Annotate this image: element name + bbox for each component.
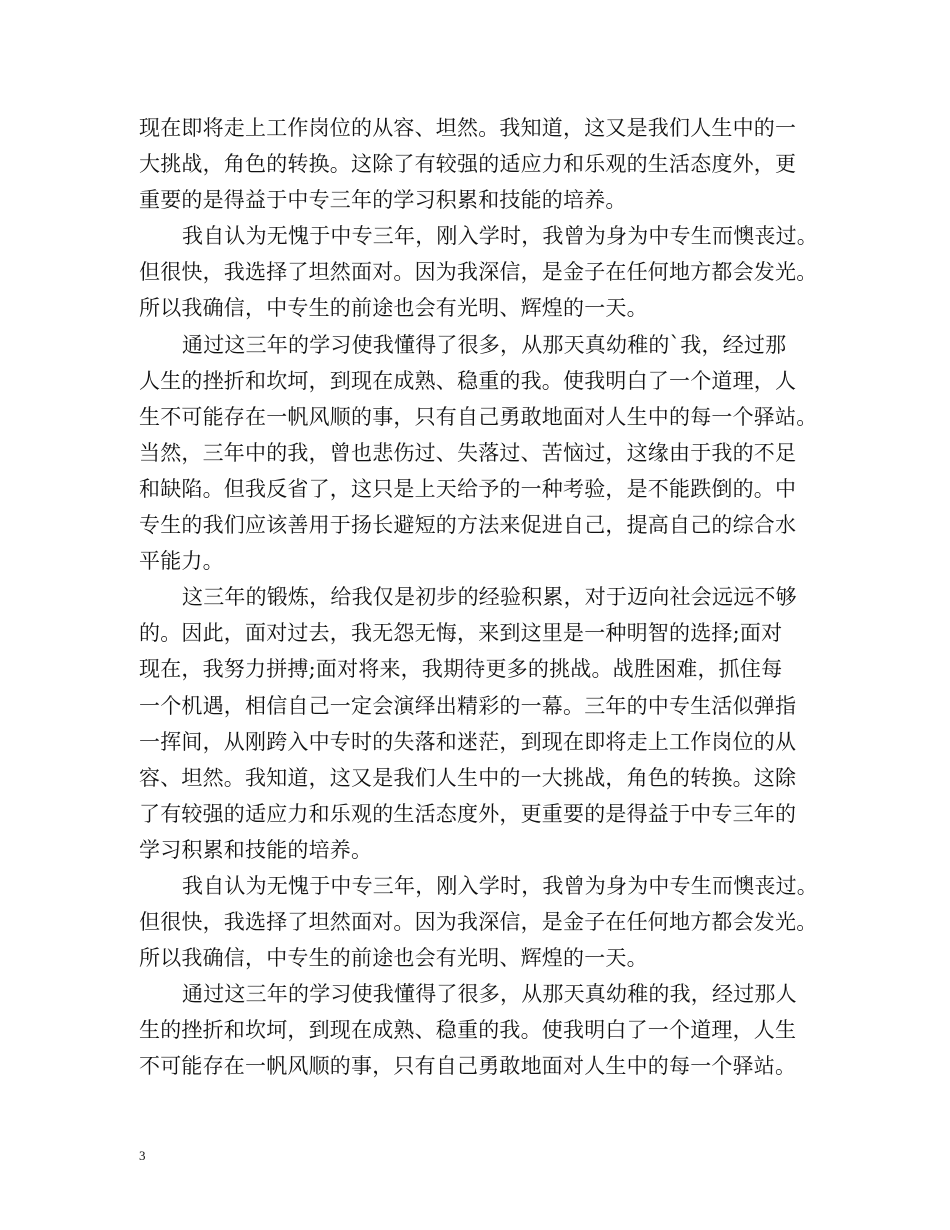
text-line-20: 了有较强的适应力和乐观的生活态度外，更重要的是得益于中专三年的 [139,801,797,826]
text-line-16: 现在，我努力拼搏;面对将来，我期待更多的挑战。战胜困难，抓住每 [139,657,783,682]
text-line-8: 人生的挫折和坎坷，到现在成熟、稳重的我。使我明白了一个道理，人 [139,368,797,393]
text-line-14: 这三年的锻炼，给我仅是初步的经验积累，对于迈向社会远远不够 [182,585,797,610]
body-text [139,110,818,1085]
text-line-19: 容、坦然。我知道，这又是我们人生中的一大挑战，角色的转换。这除 [139,765,797,790]
text-line-27: 不可能存在一帆风顺的事，只有自己勇敢地面对人生中的每一个驿站。 [139,1054,797,1079]
text-line-5: 但很快，我选择了坦然面对。因为我深信，是金子在任何地方都会发光。 [139,260,818,285]
text-line-2: 大挑战，角色的转换。这除了有较强的适应力和乐观的生活态度外，更 [139,152,797,177]
text-line-18: 一挥间，从刚跨入中专时的失落和迷茫，到现在即将走上工作岗位的从 [139,729,797,754]
text-line-17: 一个机遇，相信自己一定会演绎出精彩的一幕。三年的中专生活似弹指 [139,693,797,718]
text-line-6: 所以我确信，中专生的前途也会有光明、辉煌的一天。 [139,296,648,321]
text-line-7: 通过这三年的学习使我懂得了很多，从那天真幼稚的`我，经过那 [182,332,787,357]
page-number: 3 [139,1148,146,1163]
text-line-9: 生不可能存在一帆风顺的事，只有自己勇敢地面对人生中的每一个驿站。 [139,404,818,429]
text-line-13: 平能力。 [139,549,224,574]
text-line-21: 学习积累和技能的培养。 [139,837,373,862]
text-line-22: 我自认为无愧于中专三年，刚入学时，我曾为身为中专生而懊丧过。 [182,873,818,898]
text-line-26: 生的挫折和坎坷，到现在成熟、稳重的我。使我明白了一个道理，人生 [139,1018,797,1043]
text-line-11: 和缺陷。但我反省了，这只是上天给予的一种考验，是不能跌倒的。中 [139,476,797,501]
text-line-10: 当然，三年中的我，曾也悲伤过、失落过、苦恼过，这缘由于我的不足 [139,440,797,465]
text-line-4: 我自认为无愧于中专三年，刚入学时，我曾为身为中专生而懊丧过。 [182,224,818,249]
text-line-15: 的。因此，面对过去，我无怨无悔，来到这里是一种明智的选择;面对 [139,621,783,646]
text-line-24: 所以我确信，中专生的前途也会有光明、辉煌的一天。 [139,946,648,971]
text-line-3: 重要的是得益于中专三年的学习积累和技能的培养。 [139,188,627,213]
text-line-25: 通过这三年的学习使我懂得了很多，从那天真幼稚的我，经过那人 [182,982,797,1007]
text-line-1: 现在即将走上工作岗位的从容、坦然。我知道，这又是我们人生中的一 [139,116,797,140]
text-line-23: 但很快，我选择了坦然面对。因为我深信，是金子在任何地方都会发光。 [139,910,818,935]
text-line-12: 专生的我们应该善用于扬长避短的方法来促进自己，提高自己的综合水 [139,513,797,538]
